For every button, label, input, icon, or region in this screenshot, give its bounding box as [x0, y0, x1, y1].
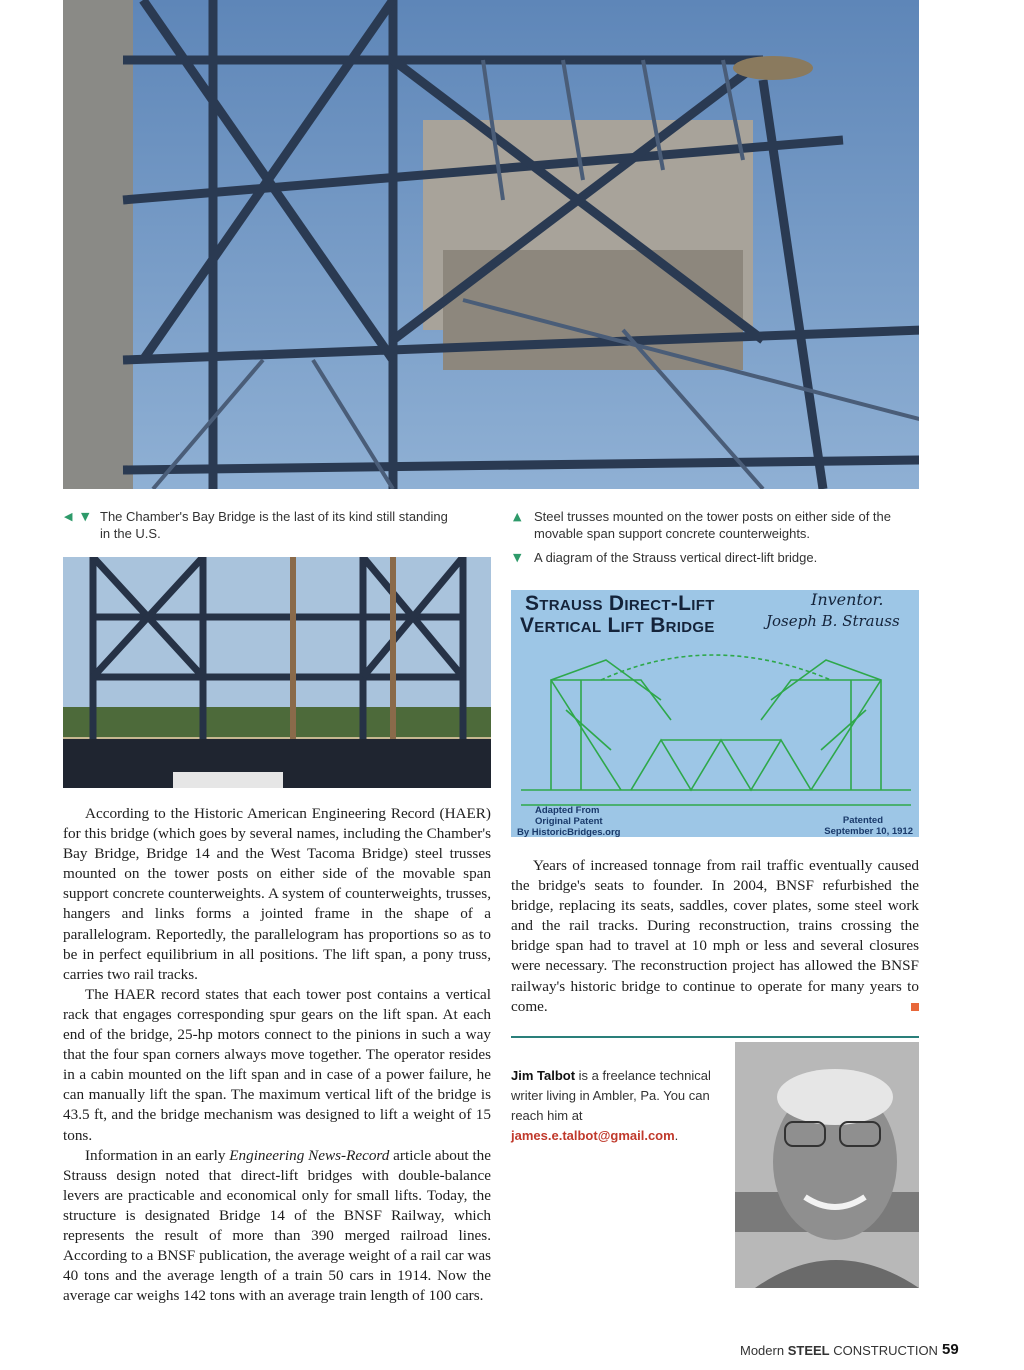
tower-illustration [63, 557, 491, 788]
folio-construction: CONSTRUCTION [829, 1343, 938, 1358]
p3-after: article about the Strauss design noted that direct-lift bridges with double-balance levers are practicable and economical only for small lifts. Today, the structure is designated Bridge 14 of the BNSF Railway, which represents the result of more than 390 merged railroad lines. According to a BNSF publication, the average weight of a rail car was 40 tons and the average length of a train 50 cars in 1914. Now the average car weighs 142 tons with an average train length of 100 cars. [63, 1146, 492, 1305]
inventor-signature: Joseph B. Strauss [766, 612, 900, 630]
p3-publication: Engineering News-Record [229, 1146, 390, 1164]
inventor-label: Inventor. [811, 590, 884, 609]
caption-arrow-left-icon: ◀ [64, 510, 73, 523]
caption-steel-trusses: Steel trusses mounted on the tower posts on either side of the movable span support concrete counterweights. [534, 509, 891, 541]
patent-line2: September 10, 1912 [824, 826, 913, 837]
article-paragraph-1: According to the Historic American Engineering Record (HAER) for this bridge (which goes by several names, including the Chamber's Bay Bridge, Bridge 14 and the West Tacoma Bridge) steel trusses mounted on the tower posts on either side of the movable span support concrete counterweights. A system of counterweights, trusses, hangers and links forms a jointed frame in the shape of a parallelogram. Reportedly, the parallelogram has proportions so as to be in perfect equilibrium in all positions. The lift span, a pony truss, carries two rail tracks. [63, 805, 491, 983]
article-right-column [511, 856, 919, 1017]
author-photo [735, 1042, 919, 1288]
author-name: Jim Talbot [511, 1068, 576, 1083]
bridge-tower-photo [63, 557, 491, 788]
author-email-link[interactable]: james.e.talbot@gmail.com [511, 1128, 675, 1143]
article-paragraph-2: The HAER record states that each tower post contains a vertical rack that engages corresponding spur gears on the lift span. At each end of the bridge, 25-hp motors connect to the pinions in such a way that the four span corners always move together. The operator resides in a cabin mounted on the lift span and in case of a power failure, he can manually lift the span. The maximum vertical lift of the bridge is 43.5 ft, and the bridge mechanism was designed to lift a weight of 15 tons. [63, 985, 491, 1144]
magazine-folio [740, 1343, 938, 1358]
article-paragraph-3 [63, 1146, 491, 1307]
author-bio [511, 1066, 716, 1146]
caption-chambers-bay: The Chamber's Bay Bridge is the last of its kind still standing in the U.S. [100, 509, 448, 541]
folio-steel: STEEL [787, 1343, 830, 1358]
folio-modern: Modern [740, 1343, 788, 1358]
truss-illustration [63, 0, 919, 489]
p4-text: Years of increased tonnage from rail traffic eventually caused the bridge's seats to founder. In 2004, BNSF refurbished the bridge, replacing its seats, saddles, cover plates, some steel work and the rail tracks. During reconstruction, trains crossing the bridge span had to travel at 10 mph or less and several closures were necessary. The reconstruction project has allowed the BNSF railway's historic bridge to continue to operate for many years to come. [511, 857, 919, 1015]
end-mark-icon [911, 1003, 919, 1011]
p3-before: Information in an early [85, 1146, 230, 1164]
article-paragraph-4 [511, 856, 919, 1017]
source-line1: Adapted From [535, 805, 600, 816]
author-bio-text: is a freelance technical writer living in Ambler, Pa. You can reach him at [511, 1068, 711, 1123]
source-credit [517, 805, 620, 837]
source-line2: Original Patent [535, 816, 603, 827]
page-number: 59 [942, 1341, 959, 1358]
diagram-title-line1: Strauss Direct-Lift [525, 592, 715, 615]
caption-arrow-up-icon: ▲ [513, 510, 522, 523]
diagram-title-line2: Vertical Lift Bridge [520, 614, 715, 637]
source-line3: By HistoricBridges.org [517, 827, 621, 837]
caption-diagram: A diagram of the Strauss vertical direct-lift bridge. [534, 550, 818, 565]
caption-arrow-down-icon: ▼ [81, 510, 90, 523]
portrait-illustration [735, 1042, 919, 1288]
strauss-diagram [511, 590, 919, 837]
author-period: . [674, 1128, 679, 1143]
author-divider [511, 1036, 919, 1038]
patent-line1: Patented [842, 815, 883, 826]
patent-date [824, 815, 913, 837]
article-left-column [63, 804, 491, 1306]
bridge-truss-photo-top [63, 0, 919, 489]
caption-arrow-down-icon: ▼ [513, 551, 522, 564]
